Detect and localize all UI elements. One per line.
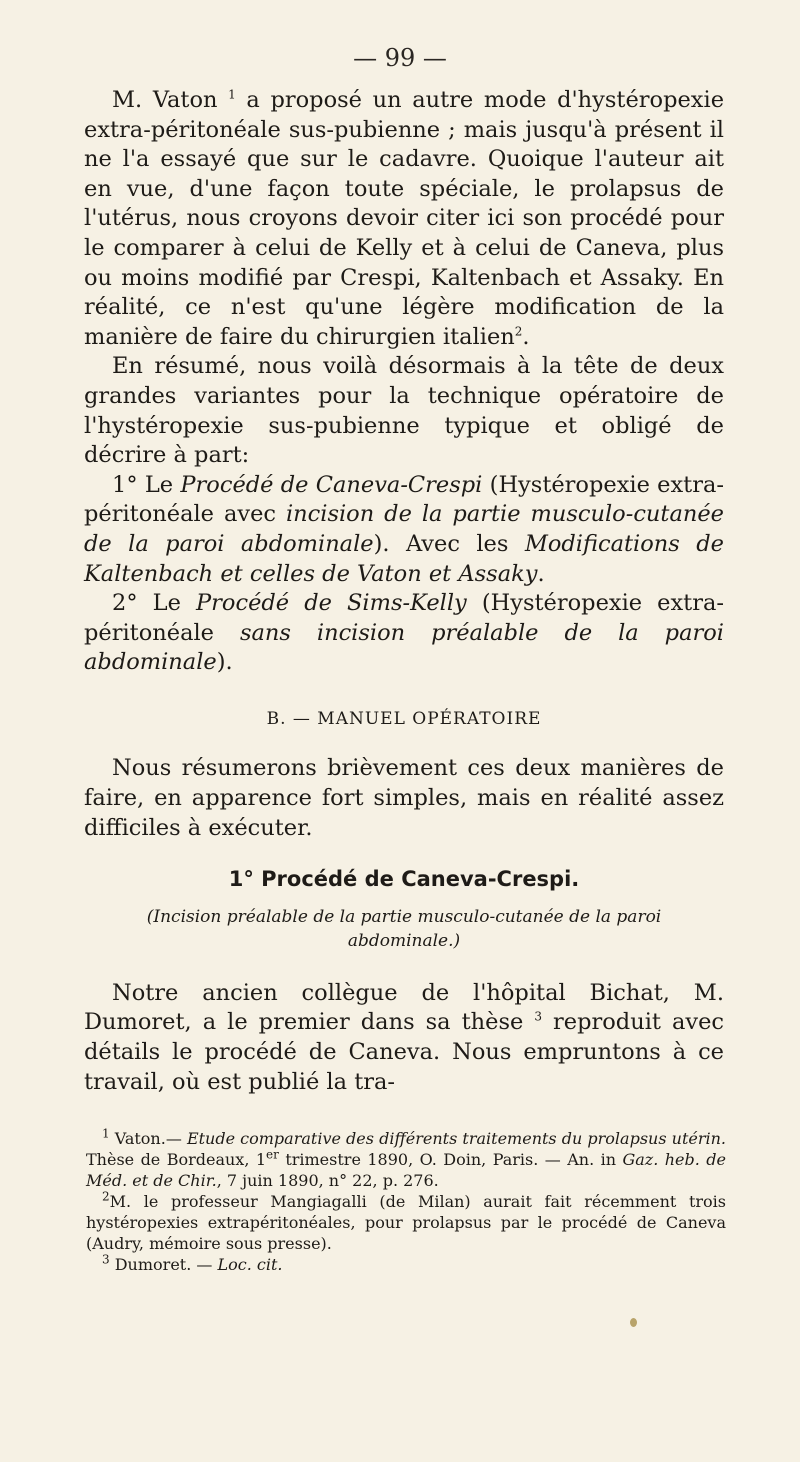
footnote-ref-2[interactable]: 2 bbox=[514, 324, 523, 339]
text-run: . bbox=[522, 323, 530, 350]
section-heading: B. — MANUEL OPÉRATOIRE bbox=[266, 708, 542, 729]
paragraph-vaton bbox=[84, 86, 724, 352]
text-run: Notre ancien collègue de l'hôpital Bichat, M. Dumoret, a le premier dans sa thèse bbox=[84, 979, 724, 1036]
footnote-2 bbox=[86, 1191, 726, 1254]
text-run: Thèse de Bordeaux, 1 bbox=[86, 1150, 267, 1169]
text-run: trimestre 1890, O. Doin, Paris. — An. in bbox=[278, 1150, 623, 1169]
italic-run: Procédé de Caneva-Crespi bbox=[180, 471, 483, 498]
footnotes bbox=[86, 1128, 726, 1275]
italic-run: Etude comparative des différents traitements du prolapsus utérin. bbox=[186, 1129, 727, 1148]
italic-run: Procédé de Sims-Kelly bbox=[196, 590, 467, 617]
paragraph-resume: En résumé, nous voilà désormais à la tête de deux grandes variantes pour la technique opératoire de l'hystéropexie sus-pubienne typique et obligé de décrire à part: bbox=[84, 353, 724, 469]
italic-run: incision de la partie musculo-cutanée de la paroi abdominale bbox=[84, 501, 724, 557]
footnote-1 bbox=[86, 1128, 726, 1191]
sub-heading: 1° Procédé de Caneva-Crespi. bbox=[228, 867, 580, 892]
paragraph-dumoret bbox=[84, 979, 724, 1097]
text-run: Dumoret. — bbox=[109, 1255, 218, 1274]
body-text bbox=[84, 86, 724, 1097]
sub-caption: (Incision préalable de la partie musculo-cutanée de la paroi abdominale.) bbox=[146, 906, 662, 951]
text-run: reproduit avec détails le procédé de Caneva. Nous empruntons à ce travail, où est publié la tra- bbox=[84, 1009, 724, 1095]
footnote-mark: 2 bbox=[102, 1189, 110, 1204]
footnote-mark: 1 bbox=[102, 1126, 110, 1141]
item-number: 2° Le bbox=[112, 590, 197, 617]
text-run: ). bbox=[216, 649, 233, 676]
page-number: — 99 — bbox=[353, 44, 447, 72]
text-run: (Hystéropexie extra-péritonéale bbox=[84, 590, 724, 646]
list-item-1 bbox=[84, 471, 724, 589]
text-run: (Hystéropexie extra-péritonéale avec bbox=[84, 471, 724, 528]
text-run: ). Avec les bbox=[373, 530, 525, 557]
ordinal-suffix: er bbox=[266, 1147, 279, 1162]
italic-run: sans incision préalable de la paroi abdominale bbox=[84, 619, 724, 676]
italic-run: Loc. cit. bbox=[217, 1255, 283, 1274]
item-number: 1° Le bbox=[112, 471, 181, 498]
list-item-2 bbox=[84, 589, 724, 678]
footnote-mark: 3 bbox=[102, 1252, 110, 1267]
footnote-ref-1[interactable]: 1 bbox=[228, 87, 236, 102]
footnote-3 bbox=[86, 1254, 726, 1275]
text-run: , 7 juin 1890, n° 22, p. 276. bbox=[216, 1171, 439, 1190]
text-run: a proposé un autre mode d'hystéropexie extra-péritonéale sus-pubienne ; mais jusqu'à présent il ne l'a essayé que sur le cadavre. Quoique l'auteur ait en vue, d'une façon toute spéciale, le prolapsus de l'utérus, nous croyons devoir citer ici son procédé pour le comparer à celui de Kelly et à celui de Caneva, plus ou moins modifié par Crespi, Kaltenbach et Assaky. En réalité, ce n'est qu'une légère modification de la manière de faire du chirurgien italien bbox=[84, 87, 725, 350]
footnote-ref-3[interactable]: 3 bbox=[534, 1009, 542, 1024]
text-run: . bbox=[537, 560, 545, 587]
paragraph-manual: Nous résumerons brièvement ces deux manières de faire, en apparence fort simples, mais en réalité assez difficiles à exécuter. bbox=[84, 755, 724, 841]
text-run: M. Vaton bbox=[112, 87, 229, 113]
italic-run: Modifications de Kaltenbach et celles de Vaton et Assaky bbox=[84, 530, 724, 587]
text-run: Vaton.— bbox=[109, 1129, 187, 1148]
text-run: M. le professeur Mangiagalli (de Milan) aurait fait récemment trois hystéropexies extrapéritonéales, pour prolapsus par le procédé de Caneva (Audry, mémoire sous presse). bbox=[86, 1192, 726, 1253]
italic-run: Gaz. heb. de Méd. et de Chir. bbox=[86, 1150, 726, 1190]
ink-spot bbox=[630, 1318, 637, 1327]
